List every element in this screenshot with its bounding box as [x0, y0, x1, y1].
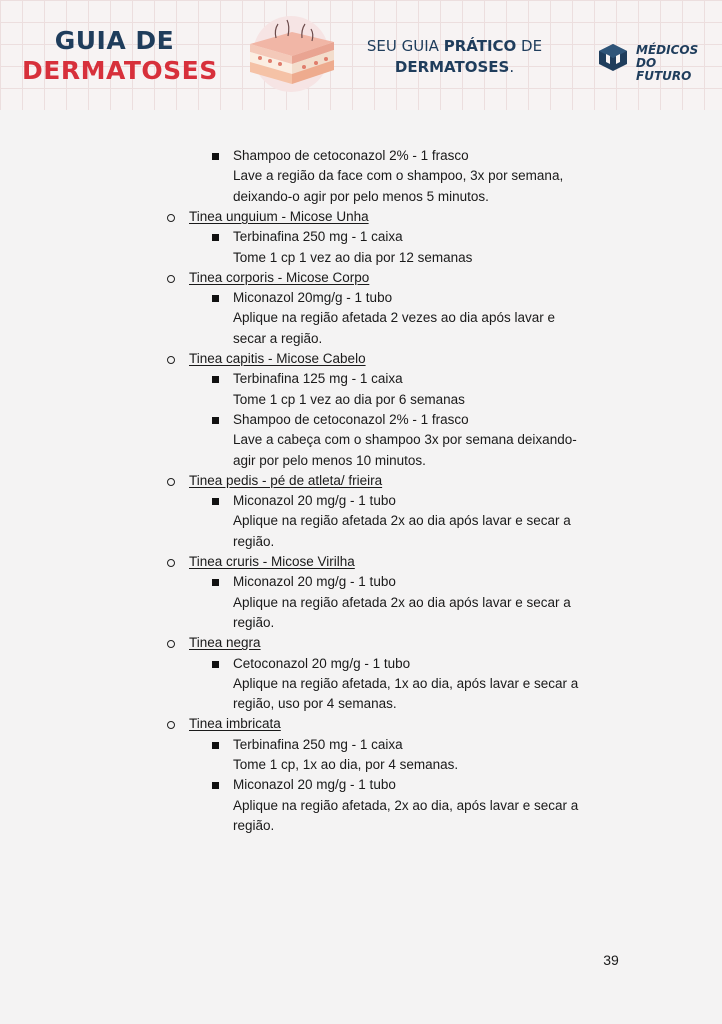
square-bullet-icon	[212, 661, 219, 668]
square-bullet-icon	[212, 295, 219, 302]
line-text: Cetoconazol 20 mg/g - 1 tubo	[233, 655, 411, 671]
dosage-instruction	[233, 329, 322, 349]
square-bullet-icon	[212, 153, 219, 160]
line-text: Aplique na região afetada 2x ao dia após lavar e secar a	[233, 594, 571, 610]
dosage-instruction	[233, 796, 578, 816]
line-text: Lave a cabeça com o shampoo 3x por semana deixando-	[233, 432, 577, 448]
dosage-instruction	[233, 166, 563, 186]
line-text: Tinea corporis - Micose Corpo	[189, 269, 370, 285]
medication-item	[233, 491, 396, 511]
tagline-bold: DERMATOSES	[394, 58, 510, 76]
line-text: Aplique na região afetada, 1x ao dia, após lavar e secar a	[233, 675, 579, 691]
line-text: Terbinafina 125 mg - 1 caixa	[233, 371, 403, 387]
medicos-do-futuro-logo	[596, 42, 706, 83]
medication-item	[233, 369, 403, 389]
line-text: Tinea imbricata	[189, 716, 281, 732]
medication-item	[233, 146, 469, 166]
line-text: Tome 1 cp, 1x ao dia, por 4 semanas.	[233, 757, 459, 772]
condition-heading	[189, 552, 355, 572]
line-text: Miconazol 20 mg/g - 1 tubo	[233, 493, 396, 509]
dosage-instruction	[233, 694, 397, 714]
line-text: região.	[233, 614, 275, 630]
line-text: Shampoo de cetoconazol 2% - 1 frasco	[233, 411, 469, 427]
line-text: Terbinafina 250 mg - 1 caixa	[233, 736, 403, 752]
line-text: deixando-o agir por pelo menos 5 minutos.	[233, 188, 489, 204]
square-bullet-icon	[212, 782, 219, 789]
medication-item	[233, 735, 403, 755]
condition-heading	[189, 714, 281, 734]
page-header	[0, 0, 722, 110]
brand-line1: MÉDICOS	[636, 43, 699, 57]
condition-heading	[189, 633, 261, 653]
tagline-text: .	[509, 58, 515, 76]
square-bullet-icon	[212, 234, 219, 241]
tagline-text: SEU GUIA	[366, 37, 444, 55]
brand-name	[636, 44, 706, 83]
dosage-instruction	[233, 187, 489, 207]
dosage-instruction	[233, 308, 555, 328]
line-text: Tinea unguium - Micose Unha	[189, 208, 369, 224]
dosage-instruction	[233, 248, 472, 268]
skin-layers-illustration	[236, 14, 346, 94]
dosage-instruction	[233, 755, 458, 775]
dosage-instruction	[233, 593, 571, 613]
square-bullet-icon	[212, 579, 219, 586]
medication-item	[233, 775, 396, 795]
medication-item	[233, 572, 396, 592]
dosage-instruction	[233, 451, 426, 471]
line-text: Tinea pedis - pé de atleta/ frieira	[189, 472, 383, 488]
dosage-instruction	[233, 390, 465, 410]
line-text: Shampoo de cetoconazol 2% - 1 frasco	[233, 148, 469, 163]
brand-line2: DO FUTURO	[636, 56, 692, 83]
line-text: Aplique na região afetada, 2x ao dia, após lavar e secar a	[233, 797, 579, 813]
dosage-instruction	[233, 511, 571, 531]
square-bullet-icon	[212, 417, 219, 424]
line-text: secar a região.	[233, 330, 323, 346]
line-text: Tinea cruris - Micose Virilha	[189, 554, 355, 569]
square-bullet-icon	[212, 376, 219, 383]
cube-logo-icon	[596, 42, 630, 72]
tagline-bold: PRÁTICO	[443, 37, 517, 55]
guide-title-line1: GUIA DE	[54, 26, 175, 55]
line-text: Miconazol 20mg/g - 1 tubo	[233, 290, 393, 306]
line-text: agir por pelo menos 10 minutos.	[233, 452, 426, 468]
line-text: região, uso por 4 semanas.	[233, 696, 397, 712]
condition-heading	[189, 471, 382, 491]
dosage-instruction	[233, 674, 578, 694]
guide-title-line2: DERMATOSES	[22, 56, 218, 85]
medication-item	[233, 227, 403, 247]
line-text: Tinea capitis - Micose Cabelo	[189, 351, 366, 366]
line-text: Miconazol 20 mg/g - 1 tubo	[233, 574, 396, 590]
line-text: Tome 1 cp 1 vez ao dia por 12 semanas	[233, 249, 473, 265]
tagline-text: DE	[516, 37, 543, 55]
condition-heading	[189, 268, 369, 288]
line-text: Tome 1 cp 1 vez ao dia por 6 semanas	[233, 391, 465, 407]
line-text: Tinea negra	[189, 635, 261, 651]
square-bullet-icon	[212, 742, 219, 749]
line-text: região.	[233, 817, 275, 833]
medication-item	[233, 410, 469, 430]
dosage-instruction	[233, 816, 274, 836]
line-text: região.	[233, 533, 275, 549]
line-text: Lave a região da face com o shampoo, 3x por semana,	[233, 168, 564, 184]
line-text: Miconazol 20 mg/g - 1 tubo	[233, 777, 396, 793]
condition-heading	[189, 207, 369, 227]
square-bullet-icon	[212, 498, 219, 505]
medication-item	[233, 654, 410, 674]
dosage-instruction	[233, 532, 274, 552]
dosage-instruction	[233, 613, 274, 633]
line-text: Aplique na região afetada 2 vezes ao dia após lavar e	[233, 310, 555, 326]
guide-tagline	[352, 36, 557, 78]
line-text: Terbinafina 250 mg - 1 caixa	[233, 229, 403, 245]
condition-heading	[189, 349, 366, 369]
page-number: 39	[603, 952, 619, 968]
line-text: Aplique na região afetada 2x ao dia após lavar e secar a	[233, 513, 571, 529]
guide-title	[22, 26, 218, 86]
medication-item	[233, 288, 392, 308]
dosage-instruction	[233, 430, 577, 450]
